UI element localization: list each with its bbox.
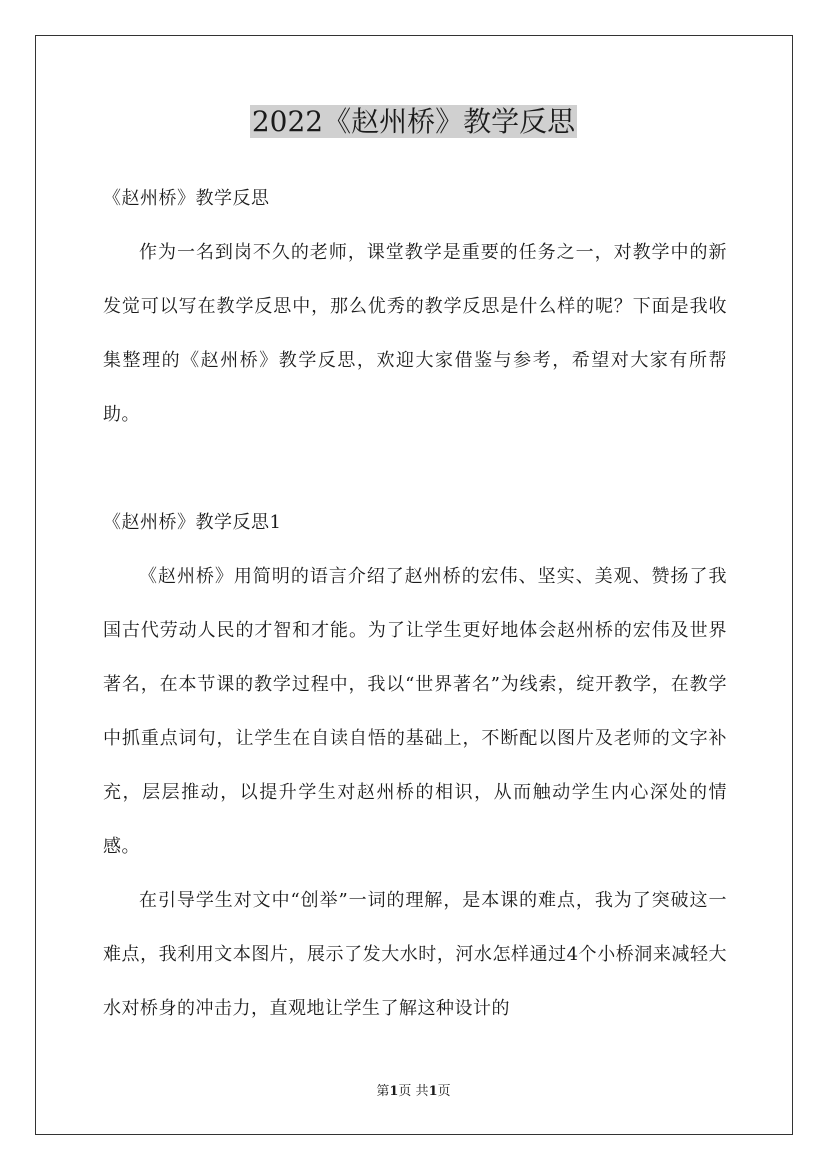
document-title: [0, 100, 827, 144]
body-paragraph: 在引导学生对文中“创举”一词的理解，是本课的难点，我为了突破这一难点，我利用文本图片，展示了发大水时，河水怎样通过4个小桥洞来减轻大水对桥身的冲击力，直观地让学生了解这种设计的: [103, 890, 727, 1019]
document-subtitle: 《赵州桥》教学反思: [103, 188, 270, 209]
page-current: 1: [389, 1084, 399, 1099]
page-total: 1: [428, 1084, 438, 1099]
paragraph-gap: [103, 442, 727, 496]
page-prefix: 第: [376, 1084, 390, 1099]
section-heading: 《赵州桥》教学反思1: [103, 512, 282, 533]
intro-paragraph: 作为一名到岗不久的老师，课堂教学是重要的任务之一，对教学中的新发觉可以写在教学反思中，那么优秀的教学反思是什么样的呢？下面是我收集整理的《赵州桥》教学反思，欢迎大家借鉴与参考，希望对大家有所帮助。: [103, 242, 727, 425]
page-footer: [0, 1082, 827, 1102]
body-paragraph: 《赵州桥》用简明的语言介绍了赵州桥的宏伟、坚实、美观、赞扬了我国古代劳动人民的才智和才能。为了让学生更好地体会赵州桥的宏伟及世界著名，在本节课的教学过程中，我以“世界著名”为线索，绽开教学，在教学中抓重点词句，让学生在自读自悟的基础上，不断配以图片及老师的文字补充，层层推动，以提升学生对赵州桥的相识，从而触动学生内心深处的情感。: [103, 566, 727, 857]
page-suffix: 页: [437, 1084, 451, 1099]
document-title-text: 2022《赵州桥》教学反思: [251, 105, 576, 138]
document-body: [103, 172, 727, 1036]
page-mid: 页 共: [398, 1084, 429, 1099]
